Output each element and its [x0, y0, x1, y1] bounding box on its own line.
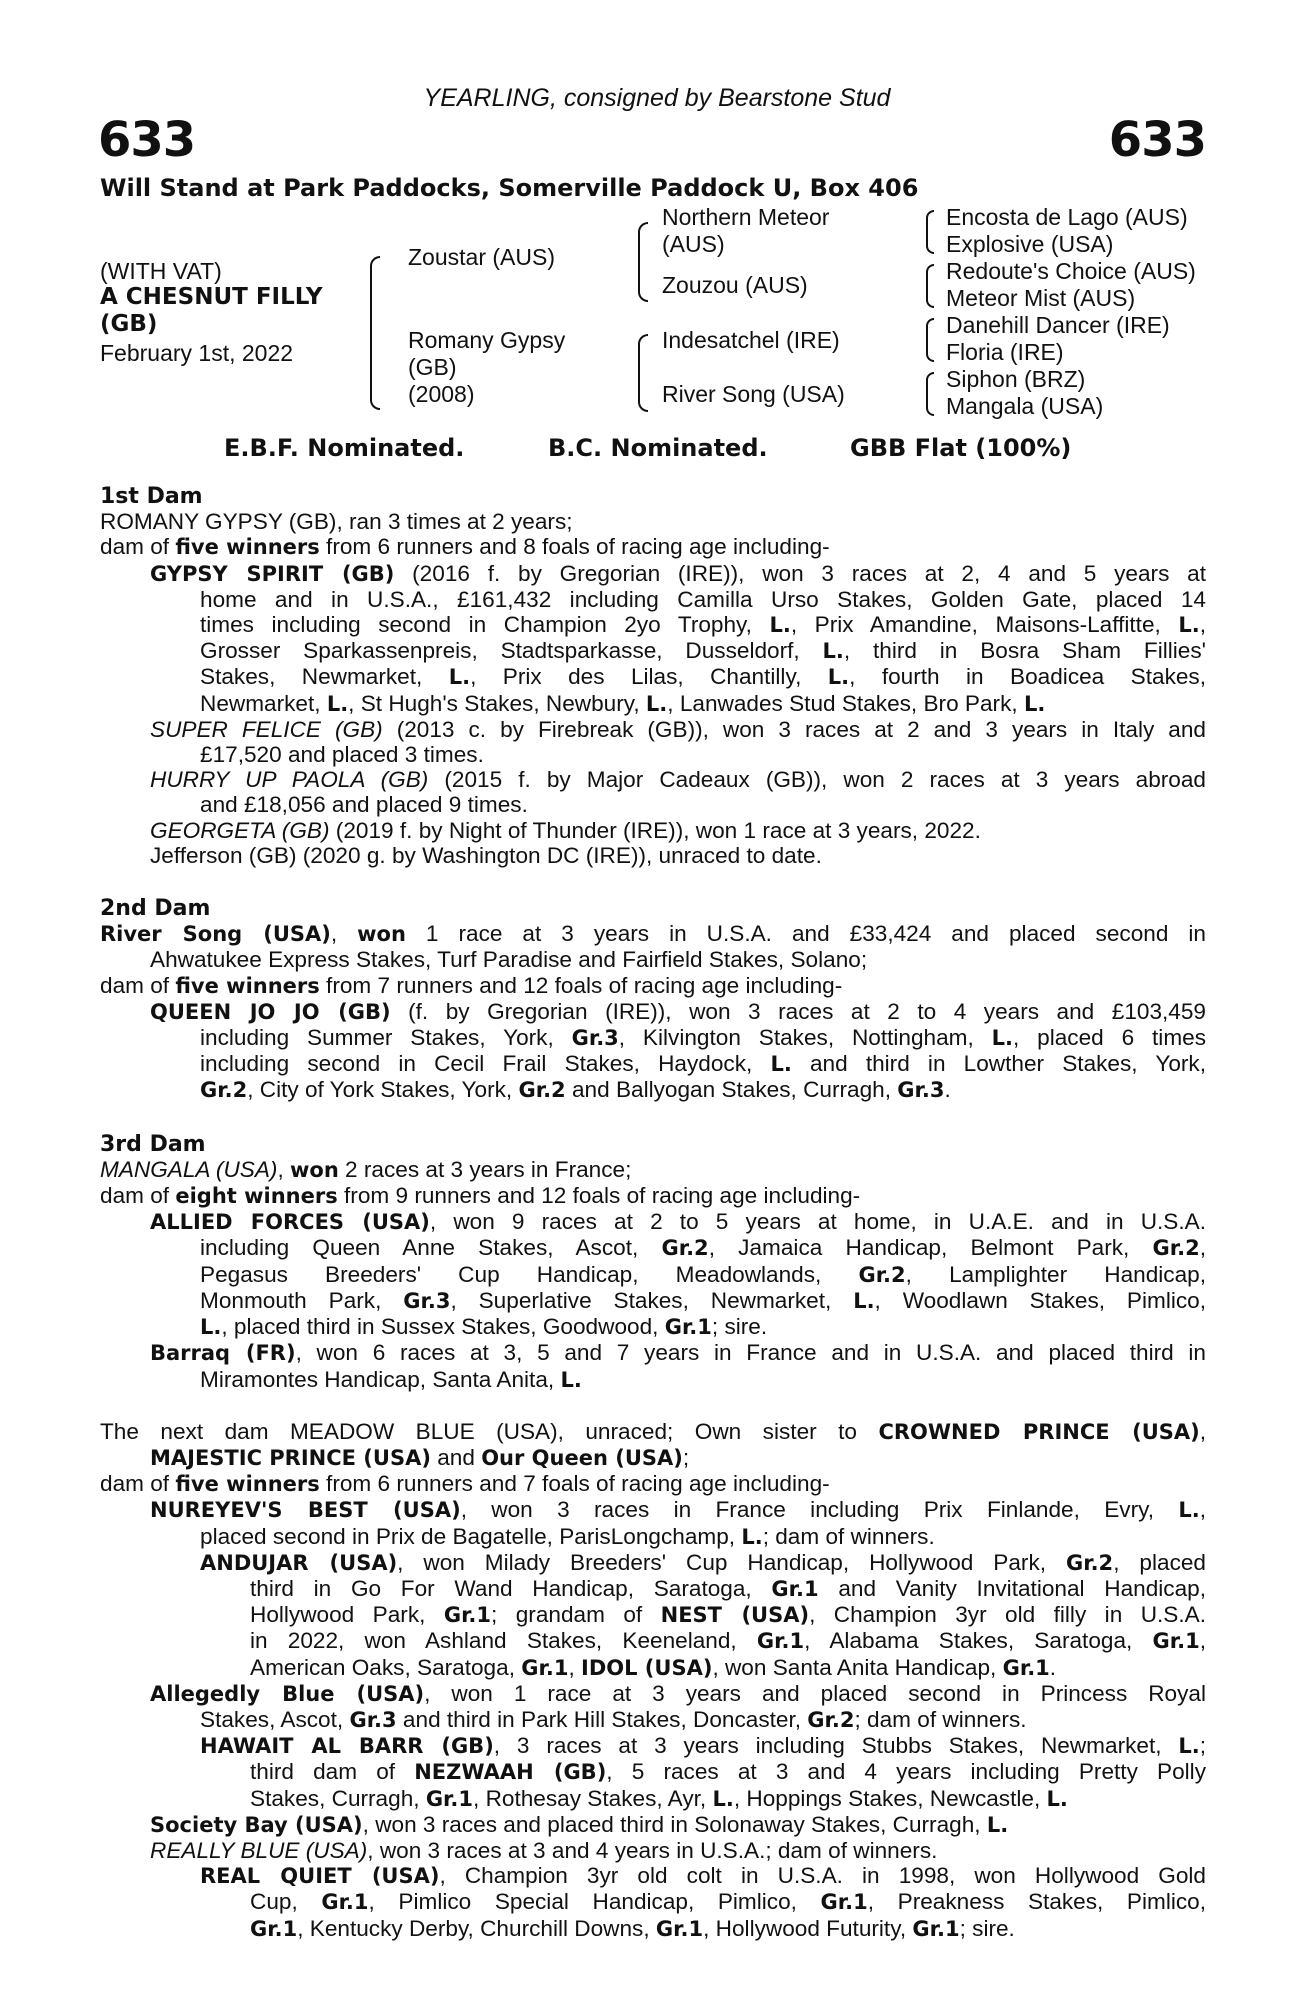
pedigree-brace — [926, 372, 934, 416]
dam-dam: River Song (USA) — [662, 381, 845, 407]
sire-sire: Northern Meteor — [662, 204, 830, 230]
dam-sire: Indesatchel (IRE) — [662, 327, 840, 353]
bc-nomination: B.C. Nominated. — [548, 434, 768, 462]
horse-name: A CHESNUT FILLY — [100, 284, 323, 310]
foaling-date: February 1st, 2022 — [100, 340, 294, 366]
dam: Romany Gypsy — [408, 327, 566, 353]
gbb-flat: GBB Flat (100%) — [850, 434, 1072, 462]
stand-location: Will Stand at Park Paddocks, Somerville Paddock U, Box 406 — [100, 174, 919, 202]
dam-sire-sire: Danehill Dancer (IRE) — [946, 312, 1170, 338]
dam-foaled: (2008) — [408, 381, 475, 407]
horse-name-country: (GB) — [100, 311, 158, 337]
pedigree-brace — [638, 334, 648, 412]
catalogue-subtitle: YEARLING, consigned by Bearstone Stud — [423, 84, 891, 112]
dam-country: (GB) — [408, 354, 457, 380]
dam-dam-dam: Mangala (USA) — [946, 393, 1104, 419]
pedigree-brace — [926, 318, 934, 362]
dam-record: 1st Dam ROMANY GYPSY (GB), ran 3 times at 2 years; dam of five winners from 6 runners and 8 foals of racing age including- GYPSY SPIRIT (GB) (2016 f. by Gregorian (IRE)), won 3 races at 2, 4 and 5 years at home and in U.S.A., £161,432 including Camilla Urso Stakes, Golden Gate, placed 14 times including second in Champion 2yo Trophy, L., Prix Amandine, Maisons-Laffitte, L., Grosser Sparkassenpreis, Stadtsparkasse, Dusseldorf, L., third in Bosra Sham Fillies' Stakes, Newmarket, L., Prix des Lilas, Chantilly, L., fourth in Boadicea Stakes, Newmarket, L., St Hugh's Stakes, Newbury, L., Lanwades Stud Stakes, Bro Park, L. SUPER FELICE (GB) (2013 c. by Firebreak (GB)), won 3 races at 2 and 3 years in Italy and £17,520 and placed 3 times. HURRY UP PAOLA (GB) (2015 f. by Major Cadeaux (GB)), won 2 races at 3 years abroad and £18,056 and placed 9 times. GEORGETA (GB) (2019 f. by Night of Thunder (IRE)), won 1 race at 3 years, 2022. Jefferson (GB) (2020 g. by Washington DC (IRE)), unraced to date. 2nd Dam River Song (USA), won 1 race at 3 years in U.S.A. and £33,424 and placed second in Ahwatukee Express Stakes, Turf Paradise and Fairfield Stakes, Solano; dam of five winners from 7 runners and 12 foals of racing age including- QUEEN JO JO (GB) (f. by Gregorian (IRE)), won 3 races at 2 to 4 years and £103,459 including Summer Stakes, York, Gr.3, Kilvington Stakes, Nottingham, L., placed 6 times including second in Cecil Frail Stakes, Haydock, L. and third in Lowther Stakes, York, Gr.2, City of York Stakes, York, Gr.2 and Ballyogan Stakes, Curragh, Gr.3. 3rd Dam MANGALA (USA), won 2 races at 3 years in France; dam of eight winners from 9 runners and 12 foals of racing age including- ALLIED FORCES (USA), won 9 races at 2 to 5 years at home, in U.A.E. and in U.S.A. including Queen Anne Stakes, Ascot, Gr.2, Jamaica Handicap, Belmont Park, Gr.2, Pegasus Breeders' Cup Handicap, Meadowlands, Gr.2, Lamplighter Handicap, Monmouth Park, Gr.3, Superlative Stakes, Newmarket, L., Woodlawn Stakes, Pimlico, L., placed third in Sussex Stakes, Goodwood, Gr.1; sire. Barraq (FR), won 6 races at 3, 5 and 7 years in France and in U.S.A. and placed third in Miramontes Handicap, Santa Anita, L. The next dam MEADOW BLUE (USA), unraced; Own sister to CROWNED PRINCE (USA), MAJESTIC PRINCE (USA) and Our Queen (USA); dam of five winners from 6 runners and 7 foals of racing age including- NUREYEV'S BEST (USA), won 3 races in France including Prix Finlande, Evry, L., placed second in Prix de Bagatelle, ParisLongchamp, L.; dam of winners. ANDUJAR (USA), won Milady Breeders' Cup Handicap, Hollywood Park, Gr.2, placed third in Go For Wand Handicap, Saratoga, Gr.1 and Vanity Invitational Handicap, Hollywood Park, Gr.1; grandam of NEST (USA), Champion 3yr old filly in U.S.A. in 2022, won Ashland Stakes, Keeneland, Gr.1, Alabama Stakes, Saratoga, Gr.1, American Oaks, Saratoga, Gr.1, IDOL (USA), won Santa Anita Handicap, Gr.1. Allegedly Blue (USA), won 1 race at 3 years and placed second in Princess Royal Stakes, Ascot, Gr.3 and third in Park Hill Stakes, Doncaster, Gr.2; dam of winners. HAWAIT AL BARR (GB), 3 races at 3 years including Stubbs Stakes, Newmarket, L.; third dam of NEZWAAH (GB), 5 races at 3 and 4 years including Pretty Polly Stakes, Curragh, Gr.1, Rothesay Stakes, Ayr, L., Hoppings Stakes, Newcastle, L. Society Bay (USA), won 3 races and placed third in Solonaway Stakes, Curragh, L. REALLY BLUE (USA), won 3 races at 3 and 4 years in U.S.A.; dam of winners. REAL QUIET (USA), Champion 3yr old colt in U.S.A. in 1998, won Hollywood Gold Cup, Gr.1, Pimlico Special Handicap, Pimlico, Gr.1, Preakness Stakes, Pimlico, Gr.1, Kentucky Derby, Churchill Downs, Gr.1, Hollywood Futurity, Gr.1; sire. — [100, 484, 1206, 1941]
vat-label: (WITH VAT) — [100, 258, 222, 284]
lot-number-right: 633 — [1108, 112, 1206, 168]
sire-sire-sire: Encosta de Lago (AUS) — [946, 204, 1188, 230]
pedigree-brace — [926, 210, 934, 254]
dam-sire-dam: Floria (IRE) — [946, 339, 1064, 365]
ebf-nomination: E.B.F. Nominated. — [224, 434, 465, 462]
pedigree-brace — [370, 256, 380, 410]
sire-sire-country: (AUS) — [662, 231, 725, 257]
third-dam-heading: 3rd Dam — [100, 1131, 206, 1157]
pedigree-brace — [926, 264, 934, 308]
pedigree-brace — [638, 222, 648, 302]
first-dam-heading: 1st Dam — [100, 484, 203, 509]
lot-number-left: 633 — [98, 112, 196, 168]
sire-dam: Zouzou (AUS) — [662, 272, 808, 298]
sire: Zoustar (AUS) — [408, 244, 555, 270]
sire-sire-dam: Explosive (USA) — [946, 231, 1114, 257]
sire-dam-sire: Redoute's Choice (AUS) — [946, 258, 1196, 284]
dam-dam-sire: Siphon (BRZ) — [946, 366, 1086, 392]
sire-dam-dam: Meteor Mist (AUS) — [946, 285, 1136, 311]
second-dam-heading: 2nd Dam — [100, 896, 211, 922]
